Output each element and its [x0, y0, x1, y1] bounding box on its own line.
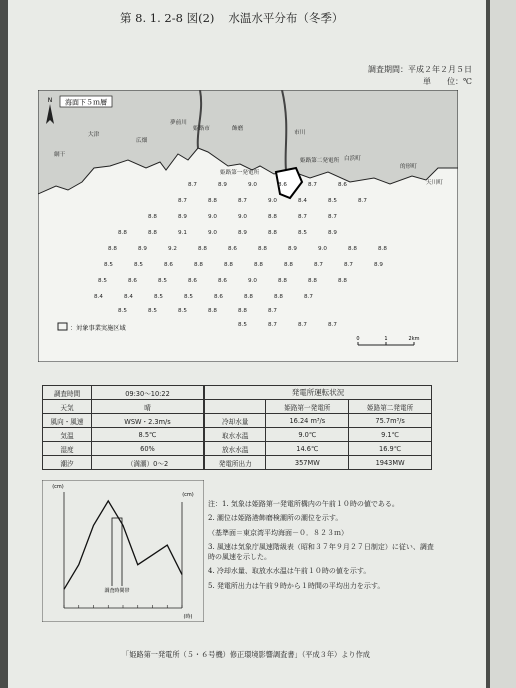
condition-label: 風向・風速 [43, 414, 92, 428]
temperature-value: 9.0 [208, 230, 217, 236]
temperature-value: 8.6 [214, 294, 223, 300]
survey-period: 調査期間：平成２年２月５日 [368, 65, 472, 74]
place-label: 大津 [88, 132, 100, 138]
condition-label: 潮汐 [43, 456, 92, 470]
temperature-value: 9.0 [208, 214, 217, 220]
notes [208, 500, 438, 596]
temperature-value: 8.6 [228, 246, 237, 252]
temperature-value: 8.9 [288, 246, 297, 252]
temperature-value: 9.1 [178, 230, 187, 236]
temperature-value: 8.8 [224, 262, 233, 268]
temperature-value: 8.4 [94, 294, 103, 300]
tide-curve [64, 501, 182, 589]
temperature-value: 9.0 [248, 278, 257, 284]
place-label: 的形町 [400, 164, 417, 170]
temperature-value: 8.8 [118, 230, 127, 236]
plant-header-1: 姫路第一発電所 [266, 400, 349, 414]
temperature-value: 8.6 [338, 182, 347, 188]
temperature-value: 8.5 [298, 230, 307, 236]
note-text: 冷却水量、取放水水温は午前１０時の値を示す。 [216, 567, 371, 576]
scale-tick-0: 0 [356, 336, 360, 342]
place-label: 天川町 [426, 180, 443, 186]
temperature-map [38, 90, 458, 362]
temperature-value: 8.6 [218, 278, 227, 284]
temperature-value: 8.8 [284, 262, 293, 268]
place-label: 夢前川 [170, 120, 187, 126]
temperature-value: 8.6 [188, 278, 197, 284]
conditions-table [42, 385, 204, 470]
plant-value: 75.7m³/s [349, 414, 432, 428]
plant-row-label: 発電所出力 [205, 456, 266, 470]
plant-row [205, 456, 432, 470]
note-mark: 2. [208, 514, 215, 523]
plant-status-table [204, 385, 432, 470]
plant-row-label: 放水水温 [205, 442, 266, 456]
scale-tick-1: 1 [384, 336, 388, 342]
temperature-value: 8.7 [238, 198, 247, 204]
temperature-value: 8.8 [278, 278, 287, 284]
temperature-value: 8.7 [178, 198, 187, 204]
temperature-value: 8.7 [188, 182, 197, 188]
place-label: 広畑 [136, 138, 148, 144]
temperature-value: 8.4 [298, 198, 307, 204]
temperature-value: 8.5 [98, 278, 107, 284]
note-text: （基準面＝東京湾平均海面－０．８２３ｍ） [208, 528, 348, 537]
temperature-value: 8.7 [358, 198, 367, 204]
condition-label: 気温 [43, 428, 92, 442]
condition-label: 天気 [43, 400, 92, 414]
tide-chart [42, 480, 204, 622]
temperature-value: 8.9 [218, 182, 227, 188]
temperature-value: 8.4 [124, 294, 133, 300]
temperature-value: 9.2 [168, 246, 177, 252]
temperature-value: 8.7 [308, 182, 317, 188]
plant-value: 1943MW [349, 456, 432, 470]
conditions-row [43, 400, 204, 414]
temperature-value: 8.7 [328, 322, 337, 328]
temperature-value: 8.8 [198, 246, 207, 252]
temperature-value: 8.5 [238, 322, 247, 328]
condition-value: （満潮）0～2 [92, 456, 204, 470]
temperature-value: 8.8 [378, 246, 387, 252]
survey-time-band [112, 518, 122, 588]
temperature-value: 9.0 [268, 198, 277, 204]
figure-number: 第 8. 1. 2-8 図(2) [120, 11, 215, 25]
temperature-value: 8.5 [154, 294, 163, 300]
note-item [208, 567, 438, 576]
temperature-value: 8.8 [254, 262, 263, 268]
plant-value: 14.6℃ [266, 442, 349, 456]
plant-value: 9.1℃ [349, 428, 432, 442]
temperature-value: 8.9 [138, 246, 147, 252]
temperature-value: 8.5 [134, 262, 143, 268]
conditions-row [43, 428, 204, 442]
note-item [208, 514, 438, 523]
note-text: 気象は姫路第一発電所構内の午前１０時の値である。 [230, 500, 399, 508]
condition-value: 60% [92, 442, 204, 456]
place-label: 飾磨 [232, 126, 244, 132]
temperature-value: 8.8 [148, 230, 157, 236]
conditions-row [43, 414, 204, 428]
plant-row [205, 442, 432, 456]
temperature-value: 8.7 [304, 294, 313, 300]
temperature-value: 8.7 [298, 214, 307, 220]
note-item [208, 500, 438, 509]
note-text: 潮位は姫路港飾磨検潮所の潮位を示す。 [216, 514, 343, 523]
temperature-value: 8.7 [344, 262, 353, 268]
temperature-value: 8.8 [338, 278, 347, 284]
note-mark: 3. [208, 543, 215, 552]
temperature-value: 8.8 [194, 262, 203, 268]
temperature-value: 8.6 [164, 262, 173, 268]
temperature-value: 8.8 [274, 294, 283, 300]
temperature-value: 8.7 [268, 322, 277, 328]
temperature-value: 8.9 [238, 230, 247, 236]
temperature-value: 8.8 [348, 246, 357, 252]
temperature-value: 8.7 [298, 322, 307, 328]
y-axis-right-label: (cm) [182, 492, 194, 498]
temperature-value: 8.7 [314, 262, 323, 268]
condition-value: 晴 [92, 400, 204, 414]
depth-label: 海面下５ｍ層 [65, 98, 107, 107]
temperature-value: 8.5 [118, 308, 127, 314]
conditions-row [43, 456, 204, 470]
place-label: 姫路第一発電所 [220, 170, 260, 176]
note-item [208, 582, 438, 591]
temperature-value: 8.5 [158, 278, 167, 284]
place-label: 網干 [54, 152, 66, 158]
temperature-value: 8.8 [208, 308, 217, 314]
legend-label: ：対象事業実施区域 [70, 325, 126, 332]
plant-row-label: 取水水温 [205, 428, 266, 442]
temperature-value: 8.8 [258, 246, 267, 252]
figure-caption: 水温水平分布（冬季） [228, 11, 344, 25]
note-item [208, 529, 438, 538]
conditions-row [43, 386, 204, 400]
place-label: 姫路市 [193, 126, 210, 132]
temperature-value: 8.6 [128, 278, 137, 284]
note-item [208, 543, 438, 562]
x-unit-label: (時) [183, 614, 193, 620]
conditions-row [43, 442, 204, 456]
chart-ticks [64, 605, 182, 608]
temperature-value: 8.9 [374, 262, 383, 268]
temperature-value: 8.7 [328, 214, 337, 220]
place-label: 市川 [294, 130, 306, 136]
temperature-value: 8.8 [268, 214, 277, 220]
source-note: 「姫路第一発電所（５・６号機）修正環境影響調査書」（平成３年）より作成 [122, 650, 370, 659]
temperature-value: 8.5 [328, 198, 337, 204]
plant-status-title: 発電所運転状況 [205, 386, 432, 400]
document-page [8, 0, 486, 688]
temperature-value: 8.8 [238, 308, 247, 314]
temperature-value: 8.8 [108, 246, 117, 252]
place-label: 姫路第二発電所 [300, 158, 340, 164]
temperature-value: 8.9 [328, 230, 337, 236]
note-text: 発電所出力は午前９時から１時間の平均出力を示す。 [216, 581, 385, 590]
note-mark: 5. [208, 581, 215, 590]
y-axis-left-label: (cm) [52, 484, 64, 490]
plant-value: 16.9℃ [349, 442, 432, 456]
condition-label: 湿度 [43, 442, 92, 456]
temperature-value: 8.6 [278, 182, 287, 188]
temperature-value: 9.0 [248, 182, 257, 188]
temperature-value: 8.5 [178, 308, 187, 314]
condition-label: 調査時間 [43, 386, 92, 400]
plant-header-2: 姫路第二発電所 [349, 400, 432, 414]
north-label: N [47, 97, 53, 104]
plant-value: 9.0℃ [266, 428, 349, 442]
survey-time-label: 調査時間帯 [104, 588, 130, 594]
place-label: 白浜町 [344, 156, 361, 162]
plant-value: 357MW [266, 456, 349, 470]
condition-value: WSW・2.3m/s [92, 414, 204, 428]
survey-unit: 単 位：℃ [423, 77, 472, 86]
condition-value: 8.5℃ [92, 428, 204, 442]
plant-row-label: 冷却水量 [205, 414, 266, 428]
temperature-value: 8.7 [268, 308, 277, 314]
temperature-value: 9.0 [318, 246, 327, 252]
plant-row [205, 428, 432, 442]
temperature-value: 8.5 [104, 262, 113, 268]
note-mark: 4. [208, 567, 215, 576]
temperature-value: 8.8 [308, 278, 317, 284]
adjacent-page-edge [490, 0, 516, 688]
temperature-value: 8.5 [148, 308, 157, 314]
plant-row [205, 414, 432, 428]
scale-tick-2: 2km [408, 336, 420, 342]
plant-value: 16.24 m³/s [266, 414, 349, 428]
temperature-value: 9.0 [238, 214, 247, 220]
figure-title [120, 10, 357, 26]
temperature-value: 8.8 [244, 294, 253, 300]
temperature-value: 8.8 [208, 198, 217, 204]
note-mark: 注：1. [208, 500, 229, 508]
plant-header-blank [205, 400, 266, 414]
temperature-value: 8.8 [268, 230, 277, 236]
note-text: 風速は気象庁風速階級表（昭和３７年９月２７日制定）に従い、調査時の風速を示した。 [208, 543, 434, 561]
condition-value: 09:30～10:22 [92, 386, 204, 400]
temperature-value: 8.9 [178, 214, 187, 220]
temperature-value: 8.5 [184, 294, 193, 300]
temperature-value: 8.8 [148, 214, 157, 220]
